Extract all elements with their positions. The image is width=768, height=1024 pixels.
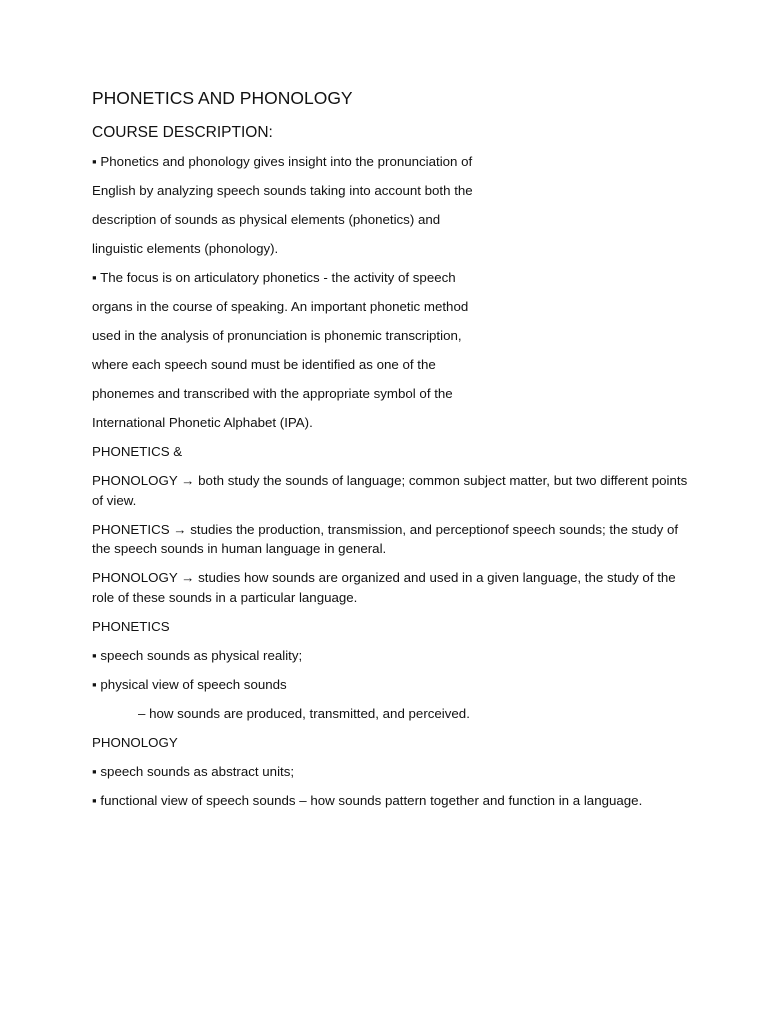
- text-line: ▪ Phonetics and phonology gives insight into the pronunciation of: [92, 154, 473, 169]
- course-description-heading: COURSE DESCRIPTION:: [92, 124, 273, 141]
- section-heading-phonology: PHONOLOGY: [92, 734, 178, 750]
- text-line: linguistic elements (phonology).: [92, 241, 279, 256]
- text-line: phonemes and transcribed with the appropriate symbol of the: [92, 386, 453, 401]
- definition-both: PHONOLOGY → both study the sounds of language; common subject matter, but two different points of view.: [92, 473, 688, 508]
- bullet-item: ▪ speech sounds as physical reality;: [92, 647, 303, 663]
- text-line: ▪ The focus is on articulatory phonetics - the activity of speech: [92, 270, 456, 285]
- definition-phonology: PHONOLOGY → studies how sounds are organized and used in a given language, the study of the role of these sounds in a particular language.: [92, 570, 676, 605]
- text-line: organs in the course of speaking. An important phonetic method: [92, 299, 469, 314]
- text-line: International Phonetic Alphabet (IPA).: [92, 415, 313, 430]
- section-heading-phonetics: PHONETICS: [92, 618, 170, 634]
- bullet-item: ▪ physical view of speech sounds: [92, 676, 287, 692]
- text-line: where each speech sound must be identified as one of the: [92, 357, 436, 372]
- document-title: PHONETICS AND PHONOLOGY: [92, 88, 353, 108]
- section-heading-phonetics-and: PHONETICS &: [92, 444, 183, 459]
- bullet-item: ▪ functional view of speech sounds – how sounds pattern together and function in a language.: [92, 792, 643, 808]
- paragraph-articulatory: [92, 268, 688, 442]
- text-line: description of sounds as physical elements (phonetics) and: [92, 212, 441, 227]
- definition-phonetics: PHONETICS → studies the production, transmission, and perceptionof speech sounds; the study of the speech sounds in human language in general.: [92, 521, 679, 556]
- paragraph-pronunciation: [92, 152, 688, 268]
- bullet-item: ▪ speech sounds as abstract units;: [92, 763, 295, 779]
- text-line: English by analyzing speech sounds taking into account both the: [92, 183, 473, 198]
- sub-bullet-item: – how sounds are produced, transmitted, and perceived.: [138, 705, 470, 721]
- text-line: used in the analysis of pronunciation is phonemic transcription,: [92, 328, 462, 343]
